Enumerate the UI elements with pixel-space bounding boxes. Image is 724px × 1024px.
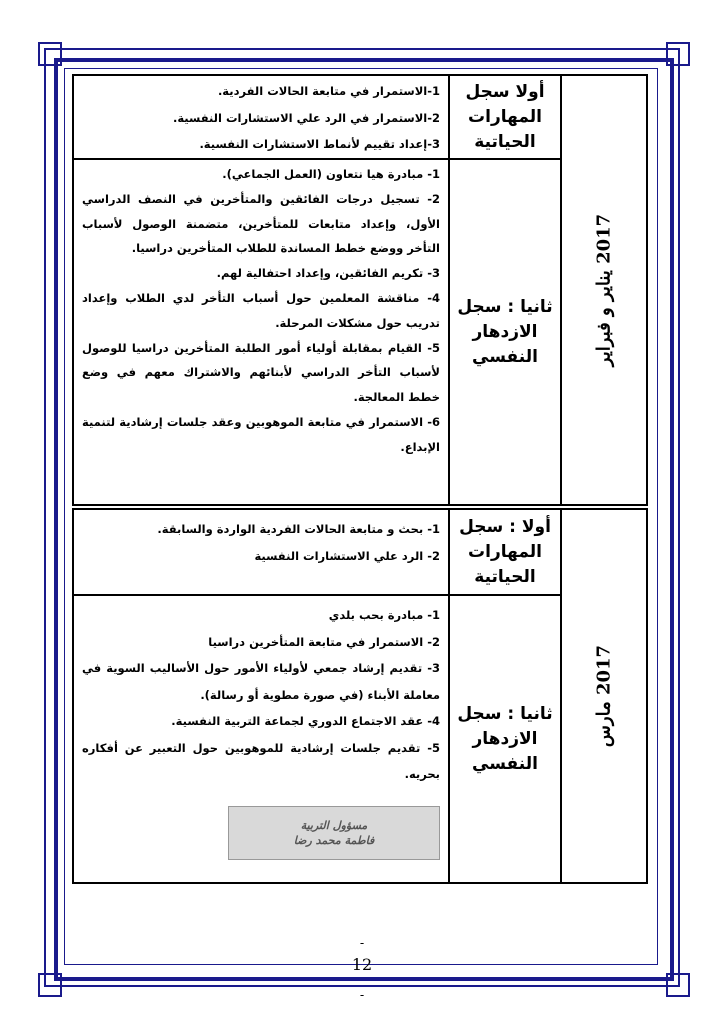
list-item: 1- مبادرة بحب بلدي bbox=[328, 608, 440, 622]
border-corner bbox=[38, 42, 62, 66]
stamp-line: مسؤول التربية bbox=[300, 818, 368, 832]
list-item: 4- مناقشة المعلمين حول أسباب التأخر لدي الطلاب وإعداد تدريب حول مشكلات المرحلة. bbox=[82, 290, 440, 330]
month-label: 2017 مارس bbox=[593, 644, 615, 748]
item-list bbox=[74, 510, 448, 594]
list-item: 3- تكريم الفائقين، وإعداد احتفالية لهم. bbox=[216, 266, 440, 281]
item-list bbox=[74, 76, 448, 158]
list-item: 1- بحث و متابعة الحالات الفردية الواردة والسابقة. bbox=[157, 522, 440, 536]
list-item: 1- مبادرة هيا نتعاون (العمل الجماعي). bbox=[222, 167, 440, 181]
table-row bbox=[74, 160, 560, 504]
list-item: 2-الاستمرار في الرد علي الاستشارات النفسية. bbox=[172, 110, 440, 125]
list-item: 5- القيام بمقابلة أولياء أمور الطلبة المتأخرين دراسيا للوصول لأسباب التأخر الدراسي لأبنائهم والاشتراك معهم في وضع خطط المعالجة. bbox=[82, 340, 440, 405]
plan-table-march bbox=[72, 508, 648, 884]
list-item: 6- الاستمرار في متابعة الموهوبين وعقد جلسات إرشادية لتنمية الإبداع. bbox=[82, 414, 440, 454]
table-row bbox=[74, 596, 560, 882]
item-list bbox=[74, 160, 448, 504]
plan-table-jan-feb bbox=[72, 74, 648, 506]
list-item: 3- تقديم إرشاد جمعي لأولياء الأمور حول الأساليب السوية في معاملة الأبناء (في صورة مطوية أو رسالة). bbox=[82, 661, 440, 702]
page-dash: - bbox=[359, 936, 365, 950]
row-label: ثانيا : سجل الازدهار النفسي bbox=[448, 160, 560, 504]
list-item: 3-إعداد تقييم لأنماط الاستشارات النفسية. bbox=[199, 137, 440, 151]
list-item: 2- الاستمرار في متابعة المتأخرين دراسيا bbox=[208, 634, 440, 649]
page-number: 12 bbox=[351, 955, 373, 974]
stamp-line: فاطمة محمد رضا bbox=[293, 833, 375, 847]
list-item: 4- عقد الاجتماع الدوري لجماعة التربية النفسية. bbox=[171, 714, 440, 728]
row-label: أولا : سجل المهارات الحياتية bbox=[448, 510, 560, 594]
table-row bbox=[74, 510, 560, 596]
month-label: 2017 يناير و فبراير bbox=[593, 213, 615, 367]
list-item: 2- الرد علي الاستشارات النفسية bbox=[254, 548, 440, 563]
row-label: أولا سجل المهارات الحياتية bbox=[448, 76, 560, 158]
list-item: 5- تقديم جلسات إرشادية للموهوبين حول التعبير عن أفكاره بحريه. bbox=[82, 740, 440, 781]
month-cell bbox=[560, 76, 646, 504]
border-corner bbox=[666, 42, 690, 66]
page-dash: - bbox=[359, 988, 365, 1002]
list-item: 1-الاستمرار في متابعة الحالات الفردية. bbox=[217, 84, 440, 98]
list-item: 2- تسجيل درجات الفائقين والمتأخرين في النصف الدراسي الأول، وإعداد متابعات للمتأخرين، متضمنة الوصول لأسباب التأخر ووضع خطط المساندة للطلاب المتأخرين دراسيا. bbox=[82, 191, 440, 256]
month-cell bbox=[560, 510, 646, 882]
signature-stamp bbox=[228, 806, 440, 860]
table-row bbox=[74, 76, 560, 160]
item-list bbox=[74, 596, 448, 882]
row-label: ثانيا : سجل الازدهار النفسي bbox=[448, 596, 560, 882]
